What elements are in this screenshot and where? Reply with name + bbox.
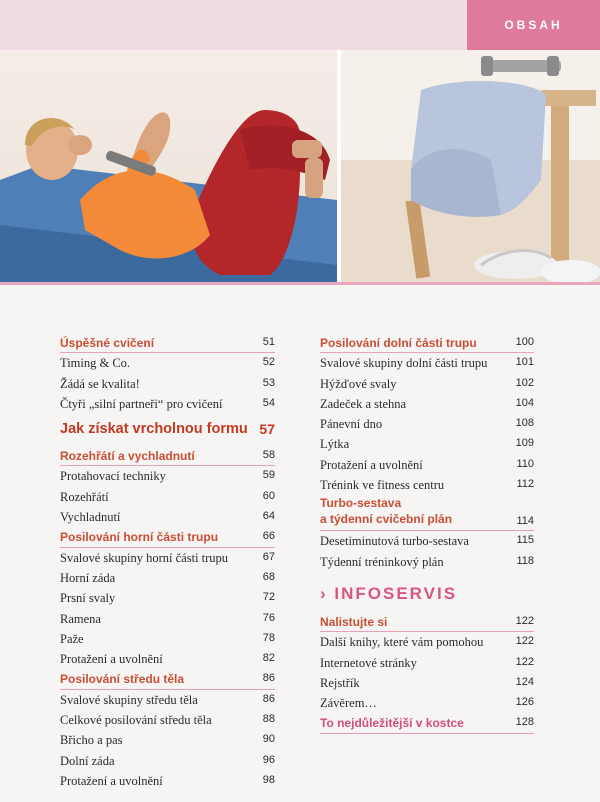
- toc-entry: [60, 548, 275, 568]
- toc-page-number: 88: [262, 713, 275, 726]
- toc-entry-title: Protažení a uvolnění: [320, 457, 423, 472]
- toc-entry: [320, 693, 534, 713]
- toc-entry: [320, 374, 534, 394]
- toc-entry-title: Horní záda: [60, 570, 116, 585]
- toc-entry: [60, 771, 275, 791]
- toc-page-number: 60: [262, 489, 275, 502]
- toc-page-number: 54: [262, 396, 275, 409]
- toc-entry-title: To nejdůležitější v kostce: [320, 716, 464, 731]
- toc-page-number: 128: [515, 716, 534, 729]
- toc-page-number: 112: [516, 478, 534, 491]
- toc-entry-title: Protahovací techniky: [60, 469, 166, 484]
- toc-entry-title: Posilování horní části trupu: [60, 530, 219, 545]
- toc-entry: [60, 374, 275, 394]
- photo-towel-stool: [341, 50, 600, 282]
- toc-entry: [320, 713, 534, 733]
- toc-entry: [60, 466, 275, 486]
- toc-entry: [320, 531, 534, 551]
- toc-entry: [320, 353, 534, 373]
- toc-page-number: 66: [262, 530, 275, 543]
- photo-woman-exercising: [0, 50, 337, 282]
- toc-entry-title: Zadeček a stehna: [320, 396, 407, 411]
- toc-entry: [60, 730, 275, 750]
- toc-entry: [60, 629, 275, 649]
- toc-page-number: 115: [516, 534, 534, 547]
- toc-page-number: 59: [262, 469, 275, 482]
- toc-entry-title: Celkové posilování středu těla: [60, 713, 212, 728]
- toc-page-number: 76: [262, 611, 275, 624]
- toc-page-number: 58: [262, 449, 275, 462]
- toc-page-number: 118: [516, 554, 534, 567]
- toc-page-number: 124: [515, 675, 534, 688]
- toc-entry: [60, 394, 275, 414]
- toc-entry: [320, 612, 534, 632]
- toc-page-number: 90: [262, 733, 275, 746]
- toc-entry-title: Ramena: [60, 611, 101, 626]
- toc-entry: [320, 434, 534, 454]
- toc-page-number: 78: [262, 631, 275, 644]
- toc-page-number: 52: [262, 356, 275, 369]
- toc-entry: [60, 527, 275, 547]
- toc-entry-title: Desetiminutová turbo-sestava: [320, 534, 469, 549]
- toc-entry-title: Svalové skupiny horní části trupu: [60, 550, 229, 565]
- toc-page-number: 57: [259, 421, 275, 438]
- toc-entry: [60, 710, 275, 730]
- toc-entry-title: › INFOSERVIS: [320, 583, 458, 603]
- toc-entry-title: Protažení a uvolnění: [60, 652, 163, 667]
- toc-page-number: 86: [262, 672, 275, 685]
- toc-entry: [60, 649, 275, 669]
- divider-line: [0, 282, 600, 285]
- toc-page-number: 72: [262, 591, 275, 604]
- toc-page-number: 82: [262, 652, 275, 665]
- toc-entry: [320, 455, 534, 475]
- toc-entry: [60, 588, 275, 608]
- toc-entry: [320, 632, 534, 652]
- toc-page-number: 86: [262, 692, 275, 705]
- toc-page-number: 126: [515, 696, 534, 709]
- toc-page-number: 109: [515, 437, 534, 450]
- toc-page-number: 122: [515, 614, 534, 627]
- toc-entry: [60, 353, 275, 373]
- toc-entry: [320, 653, 534, 673]
- toc-entry-title: Jak získat vrcholnou formu: [60, 421, 248, 438]
- toc-entry-title: Svalové skupiny dolní části trupu: [320, 356, 488, 371]
- toc-entry: [320, 580, 534, 612]
- toc-page-number: 64: [262, 510, 275, 523]
- toc-entry: [60, 333, 275, 353]
- toc-entry-title: Protažení a uvolnění: [60, 773, 163, 788]
- toc-entry-title: Rozehřátí a vychladnutí: [60, 449, 195, 464]
- toc-entry-title: Trénink ve fitness centru: [320, 478, 445, 493]
- toc-page-number: 53: [262, 376, 275, 389]
- toc-page-number: 104: [515, 396, 534, 409]
- toc-page-number: 122: [515, 635, 534, 648]
- toc-page-number: 100: [515, 336, 534, 348]
- toc-entry-title: Rozehřátí: [60, 489, 109, 504]
- toc-entry: [60, 690, 275, 710]
- toc-entry: [60, 487, 275, 507]
- toc-entry-title: Nalistujte si: [320, 614, 388, 629]
- toc-entry-title: Úspěšné cvičení: [60, 336, 155, 350]
- toc-entry-title: Internetové stránky: [320, 655, 417, 670]
- toc-entry-title: Žádá se kvalita!: [60, 376, 140, 391]
- toc-entry: [320, 495, 534, 531]
- toc-page-number: 114: [516, 515, 534, 528]
- toc-page-number: 67: [262, 550, 275, 563]
- toc-entry-title: Posilování dolní části trupu: [320, 336, 477, 350]
- toc-entry: [60, 446, 275, 466]
- toc-right-column: [320, 333, 534, 734]
- toc-entry: [320, 673, 534, 693]
- toc-entry-title: Dolní záda: [60, 753, 115, 768]
- toc-page-number: 108: [515, 417, 534, 430]
- toc-page-number: 68: [262, 570, 275, 583]
- toc-entry: [320, 552, 534, 572]
- toc-entry: [60, 751, 275, 771]
- toc-page-number: 101: [515, 356, 534, 369]
- toc-page-number: 110: [516, 457, 534, 470]
- toc-entry-title: Rejstřík: [320, 675, 360, 690]
- toc-entry-title: Vychladnutí: [60, 510, 121, 525]
- toc-entry-title: Turbo-sestava a týdenní cvičební plán: [320, 496, 453, 527]
- toc-entry-title: Závěrem…: [320, 696, 377, 711]
- toc-entry: [60, 609, 275, 629]
- toc-page-number: 122: [515, 655, 534, 668]
- toc-entry-title: Paže: [60, 631, 84, 646]
- toc-page-number: 51: [262, 336, 275, 348]
- toc-entry: [60, 507, 275, 527]
- section-rule: [320, 733, 534, 734]
- toc-page-number: 96: [262, 753, 275, 766]
- toc-page-number: 98: [262, 773, 275, 786]
- toc-entry-title: Timing & Co.: [60, 356, 131, 371]
- toc-entry-title: Další knihy, které vám pomohou: [320, 635, 484, 650]
- toc-entry-title: Hýžďové svaly: [320, 376, 397, 391]
- toc-entry: [60, 568, 275, 588]
- photo-strip: [0, 50, 600, 282]
- toc-entry-title: Břicho a pas: [60, 733, 123, 748]
- toc-entry-title: Posilování středu těla: [60, 672, 185, 687]
- toc-page-number: 102: [515, 376, 534, 389]
- toc-entry-title: Čtyři „silní partneři“ pro cvičení: [60, 396, 223, 411]
- toc-entry-title: Pánevní dno: [320, 417, 383, 432]
- toc-left-column: [60, 333, 275, 791]
- toc-entry: [320, 394, 534, 414]
- toc-entry: [320, 333, 534, 353]
- toc-entry-title: Svalové skupiny středu těla: [60, 692, 198, 707]
- toc-entry-title: Prsní svaly: [60, 591, 116, 606]
- contents-tab: OBSAH: [467, 0, 600, 50]
- toc-entry: [60, 419, 275, 446]
- toc-entry: [320, 414, 534, 434]
- toc-entry-title: Lýtka: [320, 437, 350, 452]
- toc-entry: [60, 669, 275, 689]
- toc-entry: [320, 475, 534, 495]
- toc-entry-title: Týdenní tréninkový plán: [320, 554, 444, 569]
